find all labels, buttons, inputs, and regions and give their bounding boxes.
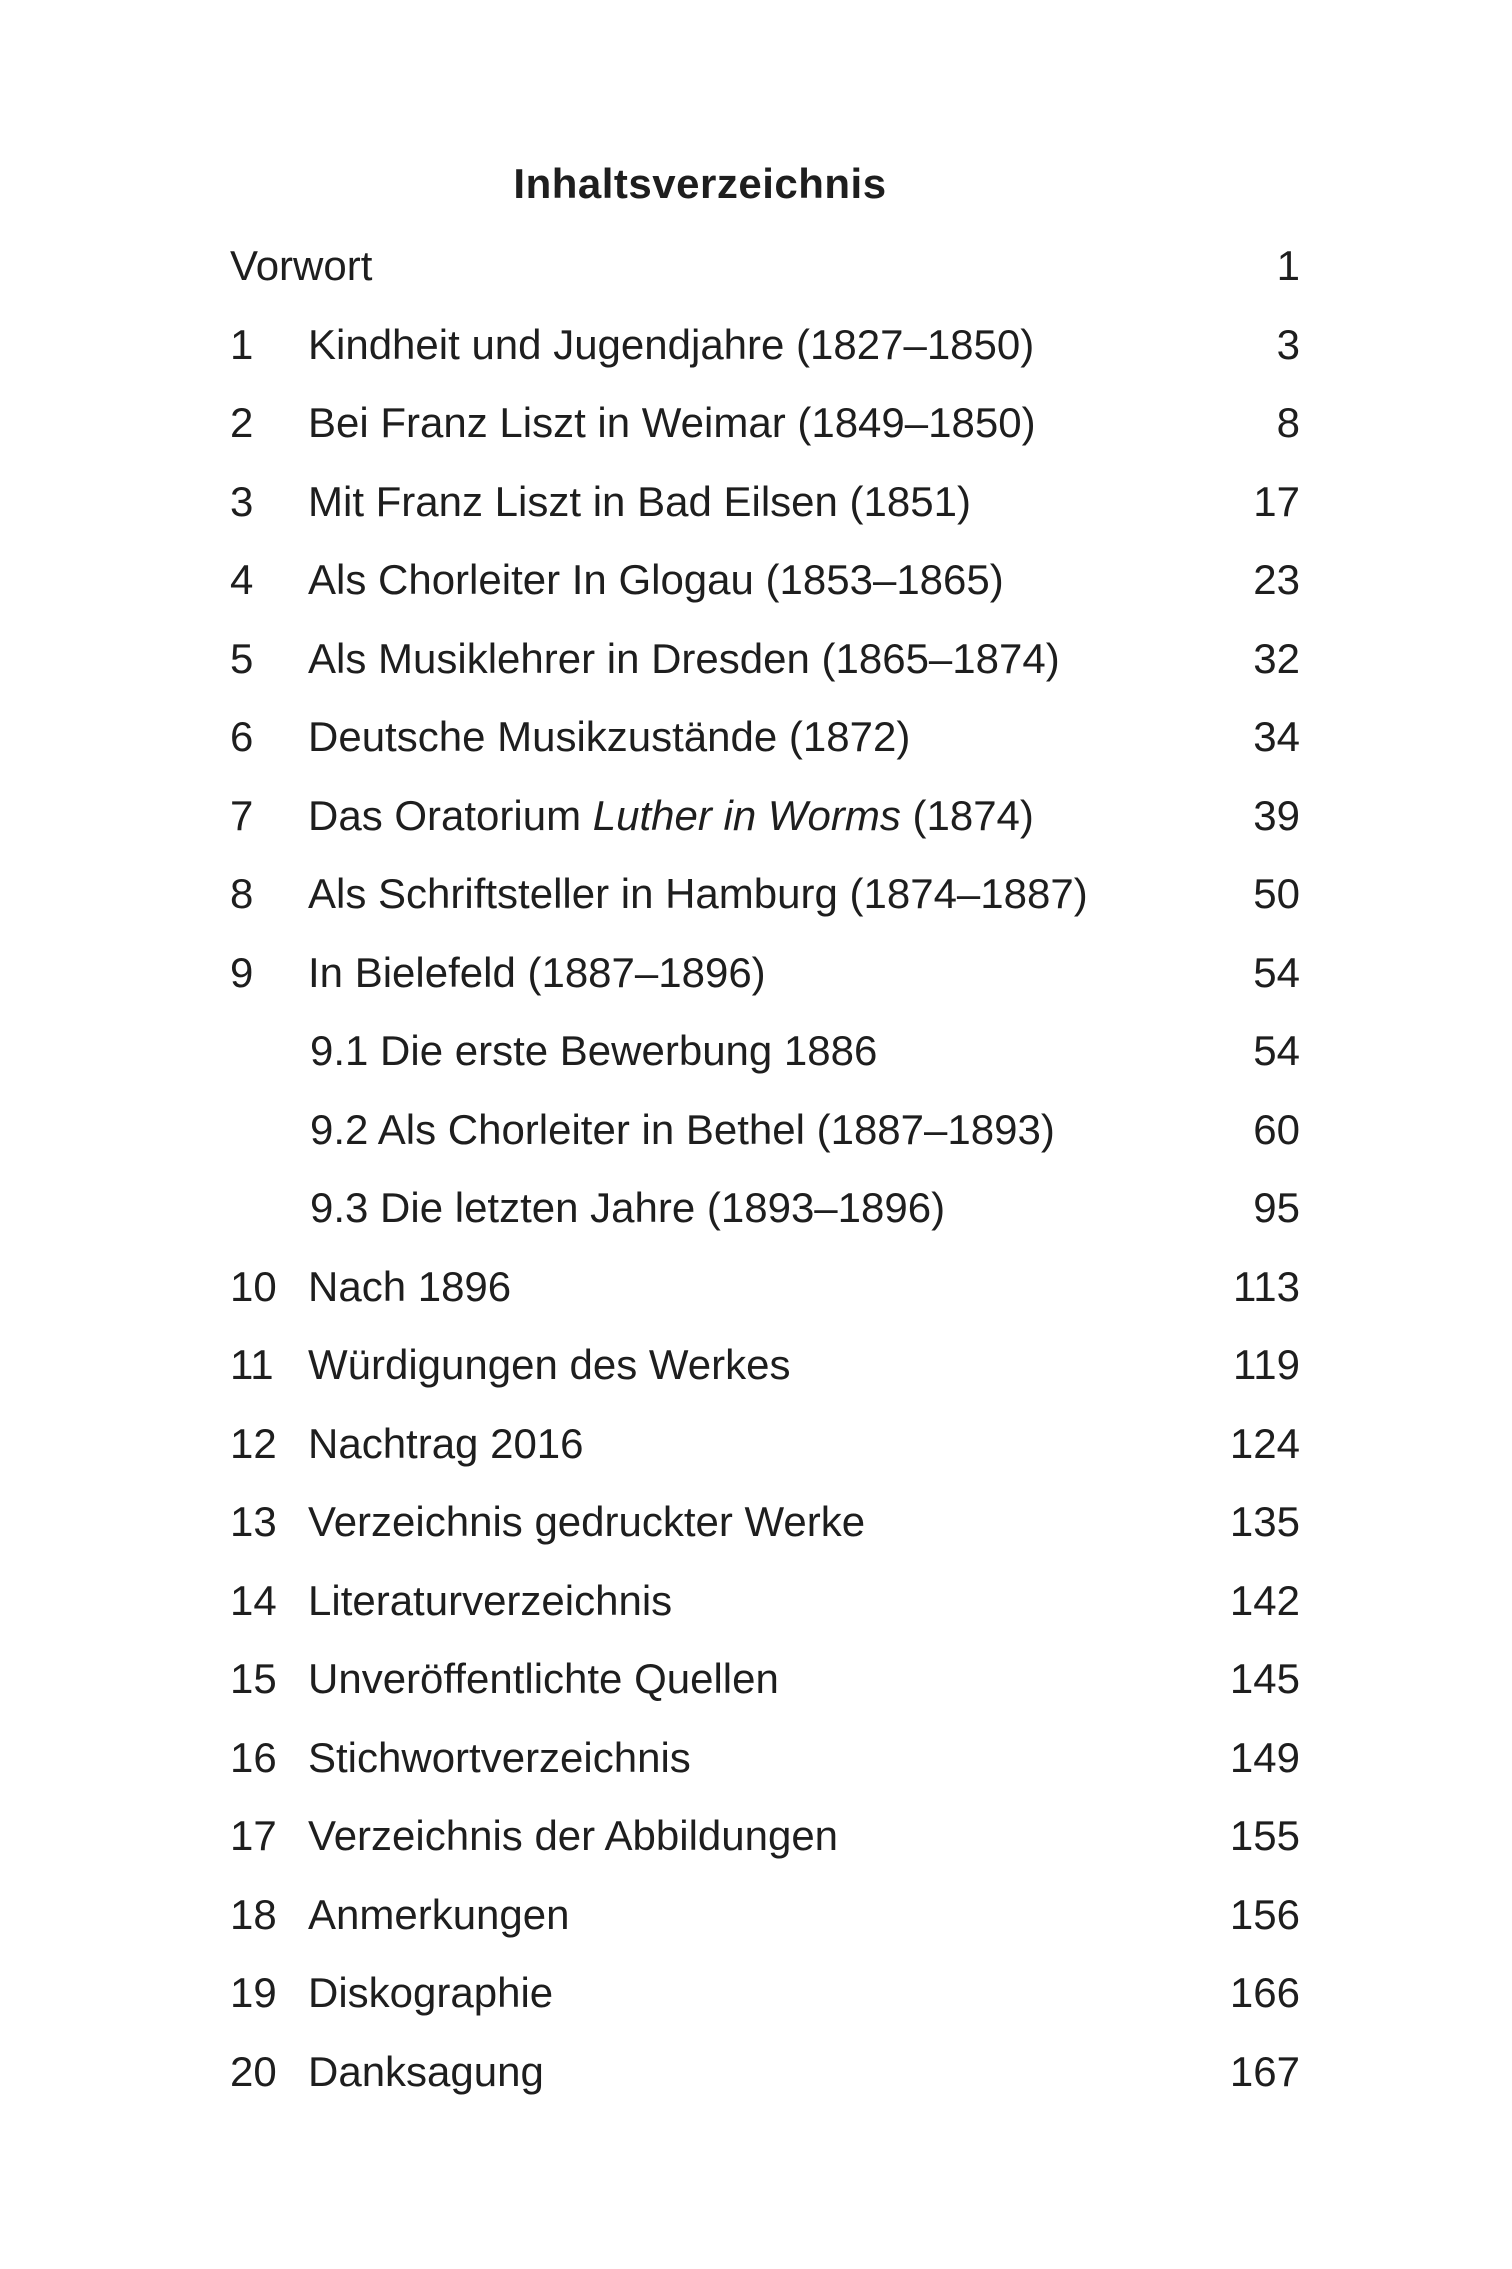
toc-entry xyxy=(230,629,1300,708)
toc-entry xyxy=(230,1885,1300,1964)
toc-entry-label: Als Musiklehrer in Dresden (1865–1874) xyxy=(308,634,1060,682)
toc-entry-label-suffix: (1874) xyxy=(900,791,1034,839)
toc-entry-number: 2 xyxy=(230,399,254,446)
toc-entry-page: 1 xyxy=(1276,242,1300,289)
toc-entry-label: Mit Franz Liszt in Bad Eilsen (1851) xyxy=(308,477,971,525)
toc-subentry xyxy=(230,1100,1300,1179)
toc-entry xyxy=(230,1963,1300,2042)
toc-entry-label: Als Schriftsteller in Hamburg (1874–1887) xyxy=(308,870,1088,917)
toc-entry xyxy=(230,1492,1300,1571)
toc-entry xyxy=(230,864,1300,943)
toc-entry xyxy=(230,1335,1300,1414)
toc-entry-number: 17 xyxy=(230,1812,277,1859)
toc-entry xyxy=(230,707,1300,786)
toc-entry-number: 16 xyxy=(230,1733,277,1781)
toc-entry-number: 6 xyxy=(230,713,254,760)
toc-entry xyxy=(230,786,1300,865)
toc-entry-label: Diskographie xyxy=(308,1969,554,2016)
toc-subentry xyxy=(230,1178,1300,1257)
toc-entry-label-prefix: Das Oratorium xyxy=(308,791,593,839)
toc-entry-label: Verzeichnis der Abbildungen xyxy=(308,1812,839,1859)
toc-entry-number: 7 xyxy=(230,791,254,839)
toc-entry-number: 10 xyxy=(230,1262,277,1310)
toc-entry-page: 8 xyxy=(1276,399,1300,446)
toc-entry-page: 3 xyxy=(1276,320,1300,368)
toc-entry xyxy=(230,2042,1300,2121)
toc-entry-number: 3 xyxy=(230,477,254,525)
toc-entry-label: Deutsche Musikzustände (1872) xyxy=(308,713,911,760)
toc-entry-page: 60 xyxy=(1253,1105,1300,1153)
toc-subentry xyxy=(230,1021,1300,1100)
toc-entry-label: Verzeichnis gedruckter Werke xyxy=(308,1498,866,1545)
toc-entry-label: Nachtrag 2016 xyxy=(308,1419,584,1467)
toc-entry-page: 95 xyxy=(1253,1184,1300,1231)
toc-entry-page: 119 xyxy=(1233,1341,1300,1388)
toc-entry-number: 9 xyxy=(230,948,254,996)
toc-entry-label: Danksagung xyxy=(308,2047,544,2095)
toc-entry-number: 13 xyxy=(230,1498,277,1545)
page-title: Inhaltsverzeichnis xyxy=(513,160,887,207)
toc-entry-page: 54 xyxy=(1253,948,1300,996)
toc-entry-page: 32 xyxy=(1253,634,1300,682)
toc-entry-number: 18 xyxy=(230,1890,277,1938)
toc-entry-label: Stichwortverzeichnis xyxy=(308,1733,691,1781)
toc-entry-page: 124 xyxy=(1229,1419,1300,1467)
toc-entry-label: 9.1 Die erste Bewerbung 1886 xyxy=(310,1027,878,1074)
toc-entry xyxy=(230,472,1300,551)
toc-entry-page: 34 xyxy=(1253,713,1300,760)
toc-entry xyxy=(230,1257,1300,1336)
toc-entry xyxy=(230,550,1300,629)
toc-entry-label: 9.3 Die letzten Jahre (1893–1896) xyxy=(310,1184,946,1231)
toc-entry-page: 135 xyxy=(1229,1498,1300,1545)
toc-entry-page: 23 xyxy=(1253,556,1300,603)
toc-entry-page: 50 xyxy=(1253,870,1300,917)
toc-entry xyxy=(230,315,1300,394)
toc-entry xyxy=(230,1728,1300,1807)
toc-entry-page: 156 xyxy=(1229,1890,1300,1938)
toc-entry-number: 4 xyxy=(230,556,254,603)
table-of-contents xyxy=(230,236,1300,2120)
toc-entry-label xyxy=(308,786,1034,846)
toc-entry-page: 155 xyxy=(1229,1812,1300,1859)
toc-entry-page: 166 xyxy=(1229,1969,1300,2016)
toc-entry-number: 19 xyxy=(230,1969,277,2016)
toc-entry-number: 12 xyxy=(230,1419,277,1467)
toc-entry-page: 54 xyxy=(1253,1027,1300,1074)
toc-entry-page: 113 xyxy=(1233,1262,1300,1310)
toc-entry-label: Nach 1896 xyxy=(308,1262,512,1310)
toc-entry-number: 11 xyxy=(230,1341,274,1388)
toc-entry-label: 9.2 Als Chorleiter in Bethel (1887–1893) xyxy=(310,1105,1055,1153)
toc-entry-page: 149 xyxy=(1229,1733,1300,1781)
toc-entry-number: 1 xyxy=(230,320,254,368)
toc-entry-label: Unveröffentlichte Quellen xyxy=(308,1655,779,1702)
toc-entry-label: Kindheit und Jugendjahre (1827–1850) xyxy=(308,320,1035,368)
toc-entry-label: Bei Franz Liszt in Weimar (1849–1850) xyxy=(308,399,1036,446)
toc-entry-page: 145 xyxy=(1229,1655,1300,1702)
toc-entry-label: Als Chorleiter In Glogau (1853–1865) xyxy=(308,556,1004,603)
toc-entry xyxy=(230,393,1300,472)
toc-entry-page: 17 xyxy=(1253,477,1300,525)
toc-entry xyxy=(230,236,1300,315)
toc-entry-label: Würdigungen des Werkes xyxy=(308,1341,791,1388)
toc-entry-page: 142 xyxy=(1229,1576,1300,1624)
toc-entry-page: 39 xyxy=(1253,791,1300,839)
work-title-italic: Luther in Worms xyxy=(592,791,901,839)
toc-entry-label: Anmerkungen xyxy=(308,1890,570,1938)
toc-entry-label: In Bielefeld (1887–1896) xyxy=(308,948,766,996)
toc-entry-number: 20 xyxy=(230,2047,277,2095)
toc-entry-page: 167 xyxy=(1229,2047,1300,2095)
toc-entry-number: 15 xyxy=(230,1655,277,1702)
toc-entry xyxy=(230,1571,1300,1650)
toc-entry xyxy=(230,1649,1300,1728)
toc-entry-number: 14 xyxy=(230,1576,277,1624)
toc-entry xyxy=(230,1806,1300,1885)
toc-entry xyxy=(230,943,1300,1022)
toc-entry-label: Literaturverzeichnis xyxy=(308,1576,673,1624)
toc-entry-number: 8 xyxy=(230,870,254,917)
toc-entry-number: 5 xyxy=(230,634,254,682)
toc-entry-label: Vorwort xyxy=(230,242,373,289)
toc-entry xyxy=(230,1414,1300,1493)
